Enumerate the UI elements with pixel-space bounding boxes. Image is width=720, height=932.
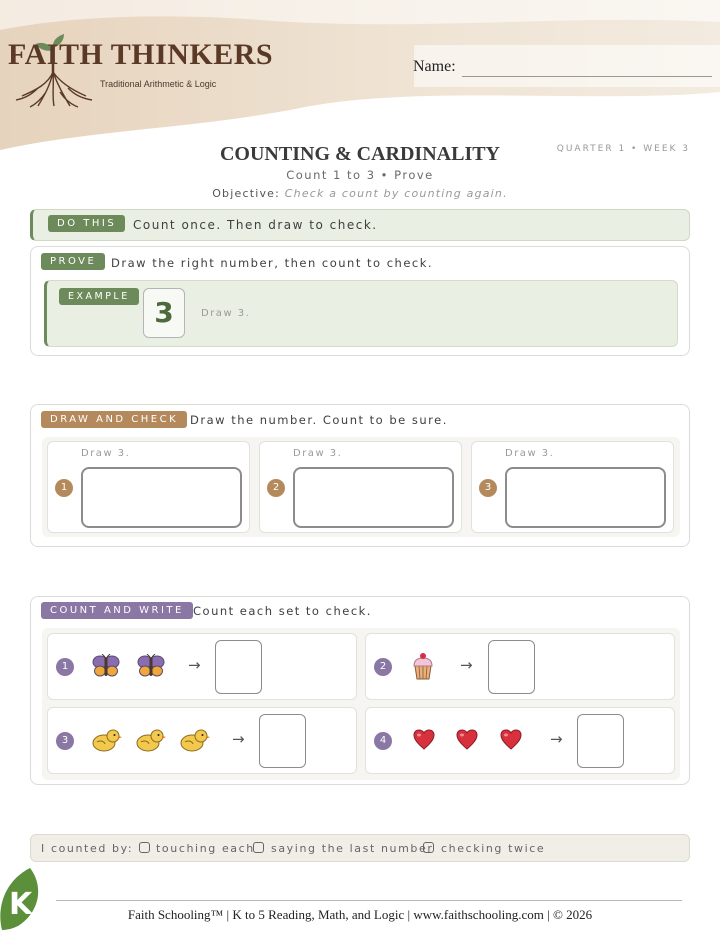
draw-card-label: Draw 3. <box>81 448 131 459</box>
draw-box-1[interactable] <box>81 467 242 528</box>
checkbox-saying-last-number[interactable] <box>253 842 264 853</box>
do-this-banner <box>30 209 690 241</box>
draw-card-label: Draw 3. <box>293 448 343 459</box>
arrow: → <box>460 656 473 674</box>
draw-card-label: Draw 3. <box>505 448 555 459</box>
page-subtitle: Count 1 to 3 • Prove <box>286 168 434 182</box>
draw-check-section <box>30 404 690 547</box>
arrow: → <box>188 656 201 674</box>
footer-divider <box>56 900 682 901</box>
do-this-text: Count once. Then draw to check. <box>133 218 378 232</box>
footer-text: Faith Schooling™ | K to 5 Reading, Math, and Logic | www.faithschooling.com | © 2026 <box>127 907 593 922</box>
butterfly-icon <box>92 654 120 678</box>
counted-by-label: I counted by: <box>41 842 134 855</box>
chick-icon <box>179 728 211 752</box>
arrow: → <box>232 730 245 748</box>
quarter-week-label: QUARTER 1 • WEEK 3 <box>556 144 690 154</box>
draw-card-3 <box>471 441 674 533</box>
draw-box-2[interactable] <box>293 467 454 528</box>
answer-box-1[interactable] <box>215 640 262 694</box>
prove-text: Draw the right number, then count to check. <box>111 256 434 270</box>
option-saying-last-number: saying the last number <box>271 842 434 855</box>
count-card-1 <box>47 633 357 700</box>
draw-check-area <box>42 437 680 537</box>
option-touching-each: touching each <box>156 842 255 855</box>
counted-by-bar <box>30 834 690 862</box>
k-letter: K <box>9 887 33 922</box>
chick-icon <box>135 728 167 752</box>
brand-title: FAITH THINKERS <box>8 38 274 71</box>
page-title: COUNTING & CARDINALITY <box>219 143 501 165</box>
name-label: Name: <box>413 58 456 75</box>
heart-icon <box>456 729 478 751</box>
count-write-text: Count each set to check. <box>193 604 372 618</box>
number-badge: 4 <box>374 732 392 750</box>
number-badge: 1 <box>56 658 74 676</box>
example-box <box>44 280 678 347</box>
cupcake-icon <box>412 652 434 680</box>
name-area <box>414 45 720 87</box>
do-this-tag: DO THIS <box>48 215 125 232</box>
option-checking-twice: checking twice <box>441 842 546 855</box>
number-badge: 3 <box>56 732 74 750</box>
draw-card-1 <box>47 441 250 533</box>
prove-tag: PROVE <box>41 253 105 270</box>
number-badge: 2 <box>267 479 285 497</box>
butterfly-icon <box>137 654 165 678</box>
prove-section <box>30 246 690 356</box>
brand-subtitle: Traditional Arithmetic & Logic <box>100 79 217 89</box>
example-tag: EXAMPLE <box>59 288 139 305</box>
count-card-3 <box>47 707 357 774</box>
draw-box-3[interactable] <box>505 467 666 528</box>
example-text: Draw 3. <box>201 308 251 319</box>
number-badge: 2 <box>374 658 392 676</box>
example-number: 3 <box>143 288 185 338</box>
number-badge: 3 <box>479 479 497 497</box>
name-input-line[interactable] <box>462 76 712 77</box>
draw-check-text: Draw the number. Count to be sure. <box>190 413 448 427</box>
arrow: → <box>550 730 563 748</box>
heart-icon <box>500 729 522 751</box>
draw-check-tag: DRAW AND CHECK <box>41 411 187 428</box>
objective <box>0 187 720 200</box>
answer-box-4[interactable] <box>577 714 624 768</box>
heart-icon <box>413 729 435 751</box>
count-write-tag: COUNT AND WRITE <box>41 602 193 619</box>
count-card-4 <box>365 707 675 774</box>
count-card-2 <box>365 633 675 700</box>
objective-label: Objective: <box>212 187 281 200</box>
count-write-section <box>30 596 690 785</box>
draw-card-2 <box>259 441 462 533</box>
chick-icon <box>91 728 123 752</box>
objective-text: Check a count by counting again. <box>284 187 508 200</box>
checkbox-touching-each[interactable] <box>139 842 150 853</box>
answer-box-3[interactable] <box>259 714 306 768</box>
count-write-area <box>42 628 680 780</box>
number-badge: 1 <box>55 479 73 497</box>
checkbox-checking-twice[interactable] <box>423 842 434 853</box>
answer-box-2[interactable] <box>488 640 535 694</box>
